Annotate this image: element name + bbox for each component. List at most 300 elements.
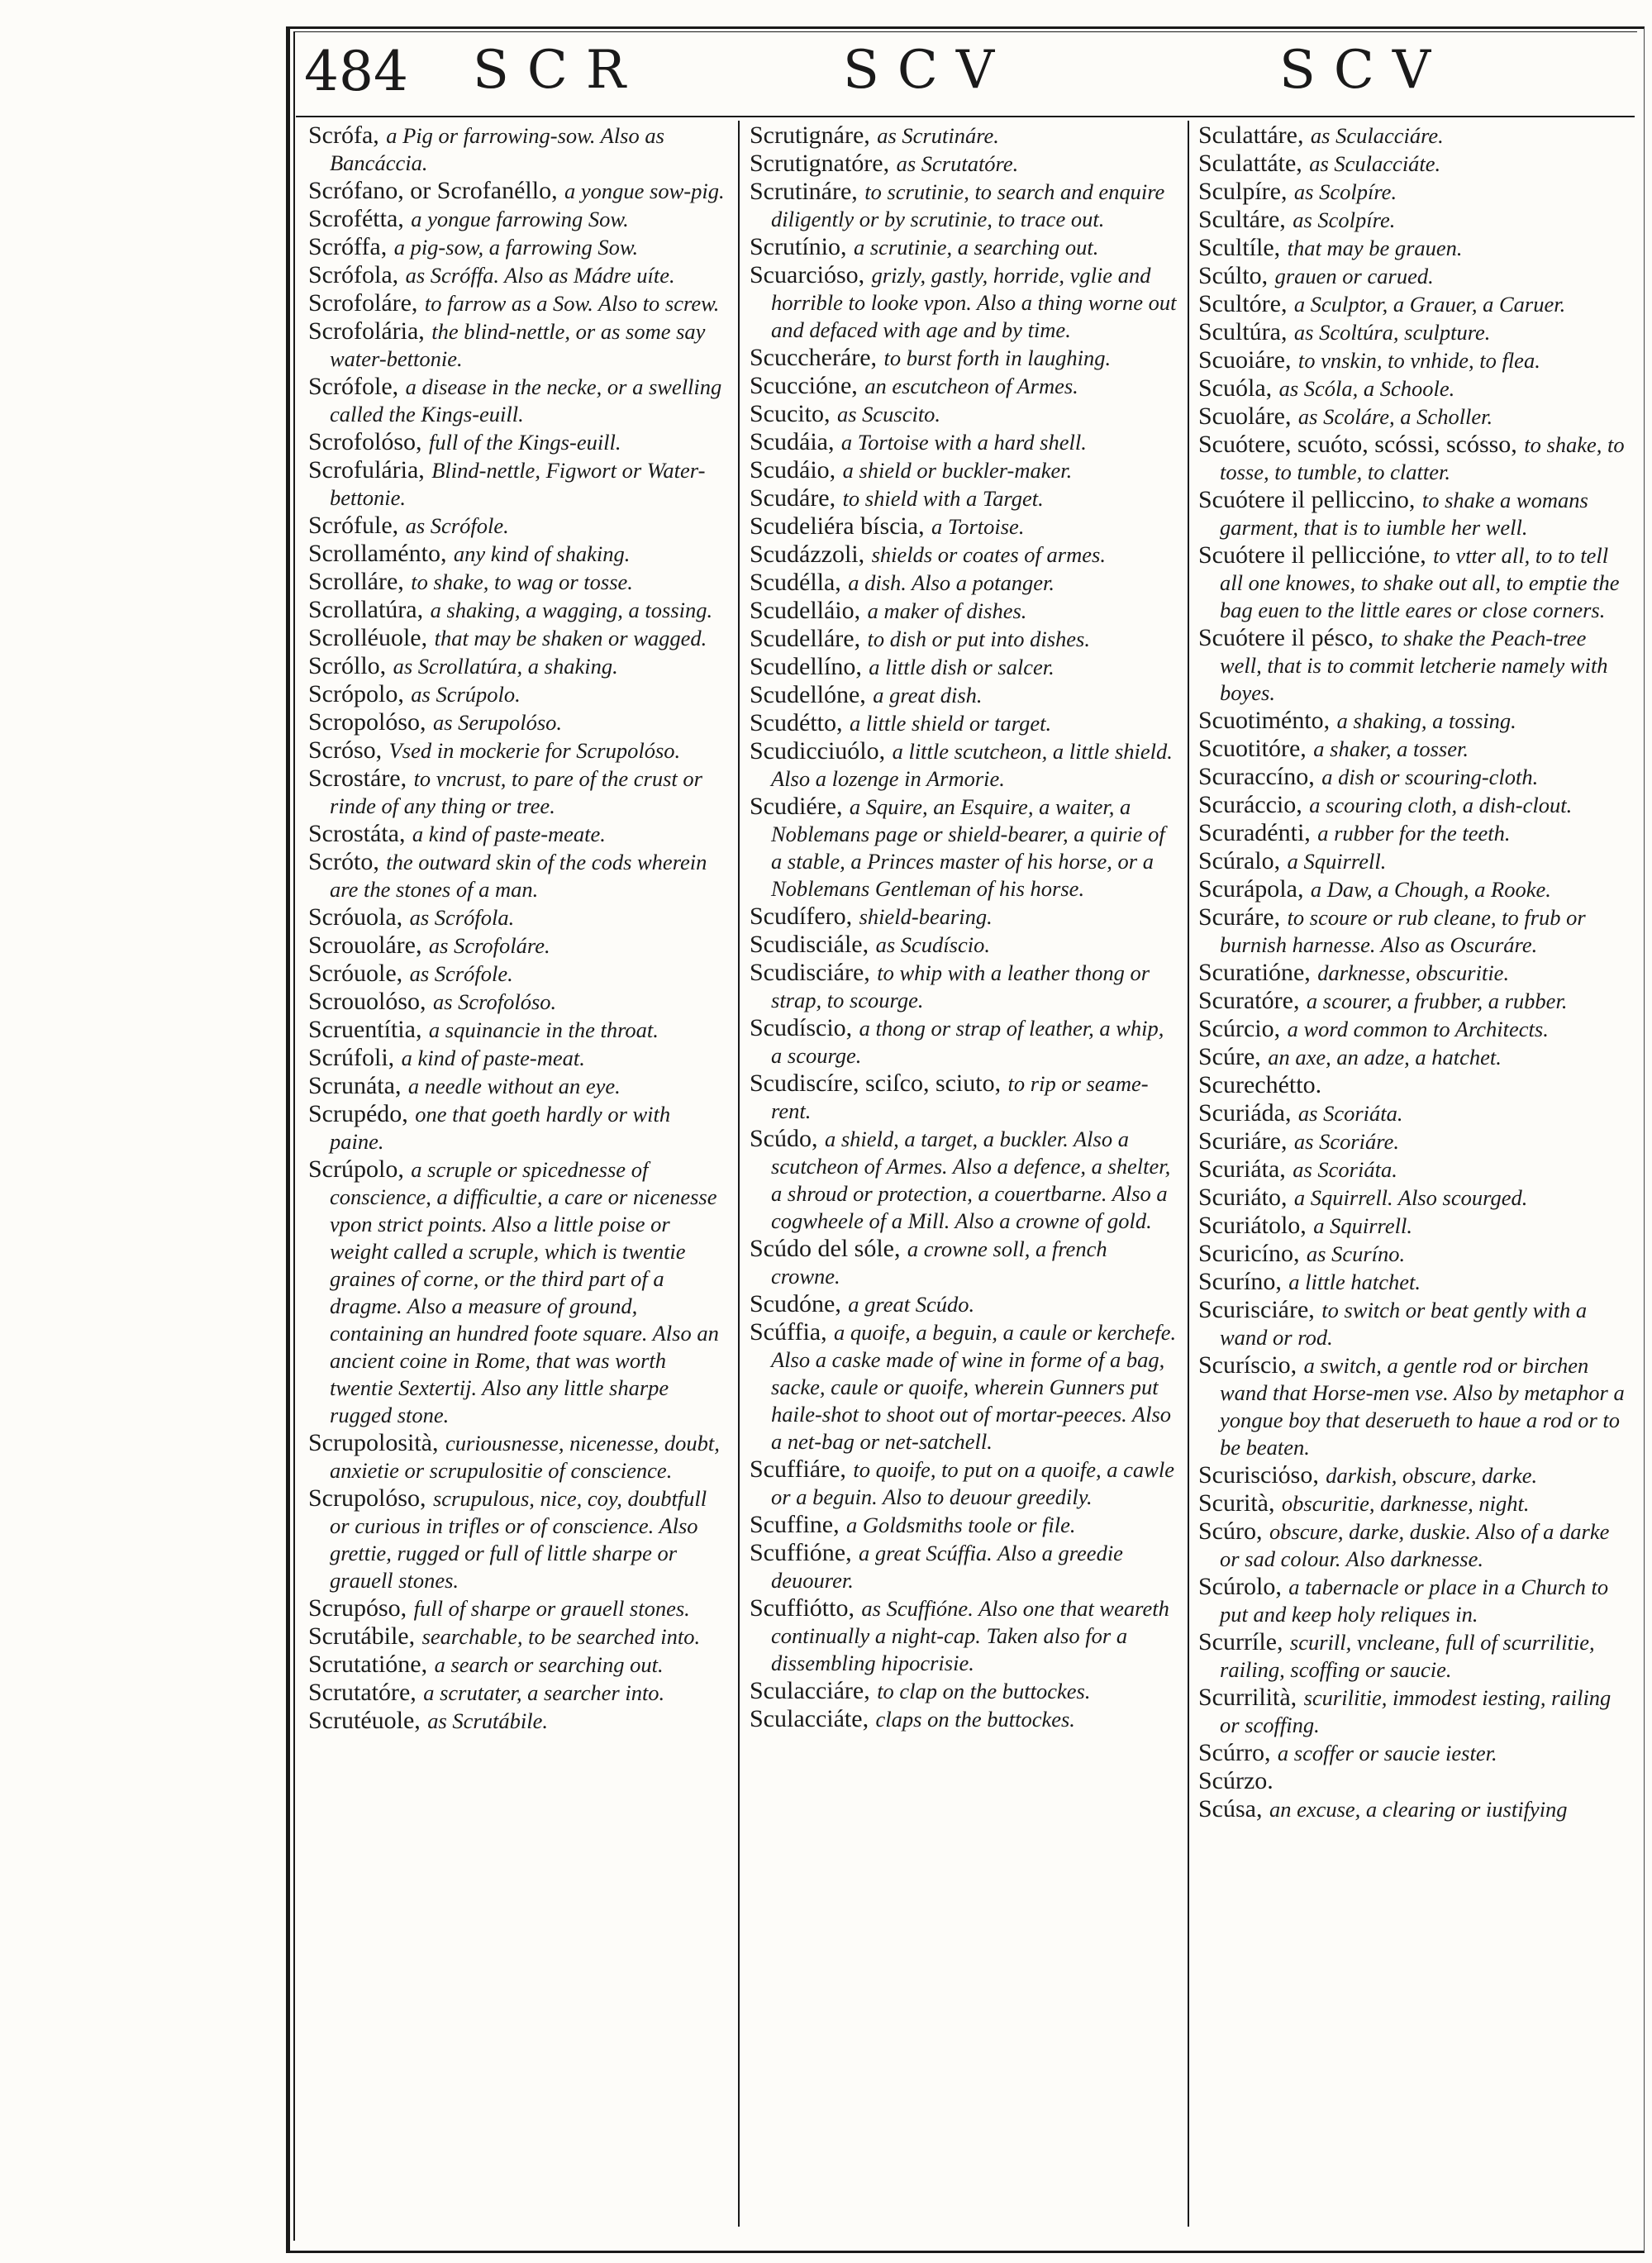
entry-headword: Scuricíno,	[1198, 1240, 1300, 1267]
dictionary-entry	[308, 206, 728, 233]
entry-definition: Vsed in mockerie for Scrupolóso.	[388, 738, 681, 763]
entry-definition: darknesse, obscuritie.	[1317, 960, 1510, 985]
entry-definition: as Scuríno.	[1306, 1241, 1406, 1266]
column-rule	[738, 121, 740, 2227]
entry-headword: Scrofoláre,	[308, 289, 418, 317]
entry-definition: a shield or buckler-maker.	[842, 458, 1073, 483]
entry-definition: to quoife, to put on a quoife, a cawle or a beguin. Also to deuour greedily.	[771, 1457, 1174, 1509]
entry-definition: as Scrofoláre.	[428, 933, 550, 958]
entry-headword: Scúro,	[1198, 1517, 1263, 1545]
entry-definition: an axe, an adze, a hatchet.	[1268, 1045, 1502, 1070]
dictionary-entry	[308, 625, 728, 652]
entry-definition: a Sculptor, a Grauer, a Caruer.	[1293, 292, 1566, 317]
entry-definition: obscuritie, darknesse, night.	[1281, 1491, 1530, 1516]
dictionary-entry	[308, 653, 728, 680]
dictionary-entry	[308, 1485, 728, 1594]
entry-headword: Scrutignáre,	[750, 122, 870, 149]
entry-definition: a great dish.	[873, 683, 983, 707]
dictionary-entry	[750, 598, 1178, 625]
entry-definition: to vncrust, to pare of the crust or rinde of any thing or tree.	[330, 766, 702, 818]
entry-headword: Scuradénti,	[1198, 819, 1311, 846]
entry-definition: grizly, gastly, horride, vglie and horrible to looke vpon. Also a thing worne out and defaced with age and by time.	[771, 263, 1177, 342]
dictionary-entry	[308, 1101, 728, 1155]
entry-definition: a shaking, a wagging, a tossing.	[430, 598, 713, 622]
entry-headword: Scrófano, or Scrofanéllo,	[308, 177, 558, 204]
entry-definition: an excuse, a clearing or iustifying	[1269, 1797, 1568, 1822]
dictionary-entry	[1198, 764, 1626, 791]
entry-headword: Scudázzoli,	[750, 541, 865, 568]
entry-definition: to rip or seame-rent.	[771, 1071, 1149, 1123]
dictionary-entry	[1198, 235, 1626, 262]
dictionary-entry	[1198, 1629, 1626, 1684]
entry-definition: a shaking, a tossing.	[1336, 708, 1516, 733]
dictionary-entry	[1198, 1241, 1626, 1268]
entry-definition: a little dish or salcer.	[869, 655, 1055, 679]
dictionary-entry	[1198, 542, 1626, 624]
dictionary-entry	[308, 989, 728, 1016]
entry-headword: Scrofolária,	[308, 317, 425, 345]
entry-headword: Scuffine,	[750, 1511, 840, 1538]
dictionary-entry	[750, 122, 1178, 150]
entry-definition: a Goldsmiths toole or file.	[846, 1513, 1076, 1537]
dictionary-entry	[1198, 876, 1626, 903]
entry-definition: to farrow as a Sow. Also to screw.	[424, 291, 720, 316]
dictionary-entry	[1198, 1100, 1626, 1127]
entry-headword: Scruentítia,	[308, 1016, 422, 1043]
entry-headword: Scudáia,	[750, 428, 835, 455]
entry-headword: Scrúpolo,	[308, 1155, 404, 1183]
entry-definition: a yongue sow-pig.	[564, 179, 725, 203]
entry-headword: Scúrzo.	[1198, 1767, 1274, 1794]
entry-definition: a kind of paste-meate.	[412, 822, 606, 846]
entry-headword: Scultóre,	[1198, 290, 1288, 317]
entry-definition: one that goeth hardly or with paine.	[330, 1102, 671, 1154]
dictionary-entry	[308, 234, 728, 261]
entry-headword: Scróuole,	[308, 960, 403, 987]
entry-headword: Sculattáte,	[1198, 150, 1302, 177]
entry-definition: as Scrófole.	[409, 961, 513, 986]
entry-headword: Scrofolóso,	[308, 428, 422, 455]
entry-headword: Scrouolóso,	[308, 988, 426, 1015]
entry-headword: Scudelláre,	[750, 625, 861, 652]
dictionary-entry	[308, 597, 728, 624]
entry-headword: Scurrilità,	[1198, 1684, 1297, 1711]
dictionary-entry	[1198, 1490, 1626, 1517]
entry-definition: a Squirrell.	[1287, 849, 1387, 874]
dictionary-entry	[1198, 1796, 1626, 1823]
entry-definition: as Sculacciáre.	[1310, 123, 1444, 148]
dictionary-entry	[308, 1708, 728, 1735]
entry-headword: Scúdo,	[750, 1125, 818, 1152]
dictionary-entry	[1198, 1212, 1626, 1240]
entry-headword: Scrofétta,	[308, 205, 404, 232]
entry-headword: Scuótere il pésco,	[1198, 624, 1374, 651]
dictionary-entry	[750, 1595, 1178, 1677]
entry-headword: Scurechétto.	[1198, 1071, 1322, 1098]
entry-headword: Scudétto,	[750, 709, 843, 736]
entry-headword: Scuótere, scuóto, scóssi, scósso,	[1198, 431, 1517, 458]
entry-headword: Scudíscio,	[750, 1014, 853, 1041]
entry-headword: Scuotiménto,	[1198, 707, 1331, 734]
entry-headword: Scudeliéra bíscia,	[750, 512, 925, 540]
entry-definition: a search or searching out.	[434, 1652, 664, 1677]
entry-definition: Blind-nettle, Figwort or Water-bettonie.	[330, 458, 706, 510]
entry-headword: Scúrro,	[1198, 1739, 1271, 1766]
dictionary-entry	[750, 682, 1178, 709]
entry-headword: Scudellóne,	[750, 681, 866, 708]
dictionary-entry	[750, 1706, 1178, 1733]
dictionary-entry	[1198, 988, 1626, 1015]
dictionary-entry	[308, 429, 728, 456]
dictionary-entry	[1198, 347, 1626, 374]
entry-definition: a pig-sow, a farrowing Sow.	[393, 235, 639, 260]
entry-definition: a yongue farrowing Sow.	[411, 207, 629, 231]
entry-definition: to shield with a Target.	[842, 486, 1044, 511]
entry-headword: Scuffióne,	[750, 1539, 852, 1566]
entry-definition: any kind of shaking.	[453, 541, 631, 566]
running-header	[296, 33, 1635, 117]
dictionary-entry	[308, 904, 728, 931]
dictionary-entry	[1198, 736, 1626, 763]
dictionary-entry	[308, 178, 728, 205]
entry-headword: Scúsa,	[1198, 1795, 1263, 1822]
entry-headword: Scucito,	[750, 400, 831, 427]
dictionary-entry	[308, 1045, 728, 1072]
entry-definition: a Squirrell.	[1313, 1213, 1412, 1238]
entry-headword: Scrópolo,	[308, 680, 404, 707]
dictionary-entry	[750, 457, 1178, 484]
dictionary-entry	[308, 1156, 728, 1429]
entry-headword: Scrunáta,	[308, 1072, 402, 1099]
entry-headword: Scróto,	[308, 848, 379, 875]
entry-definition: a squinancie in the throat.	[428, 1017, 659, 1042]
dictionary-entry	[308, 122, 728, 177]
entry-headword: Scúrcio,	[1198, 1015, 1281, 1042]
entry-headword: Scuccióne,	[750, 372, 858, 399]
entry-definition: to clap on the buttockes.	[877, 1679, 1091, 1703]
entry-headword: Scrutábile,	[308, 1622, 416, 1650]
entry-definition: a scruple or spicednesse of conscience, a difficultie, a care or nicenesse vpon strict points. Also a little poise or weight called a scruple, which is twentie graines of corne, or the third part of a dragme. Also a measure of ground, containing an hundred foote square. Also an ancient coine in Rome, that was worth twentie Sextertij. Also any little sharpe rugged stone.	[330, 1157, 719, 1427]
entry-definition: a little shield or target.	[849, 711, 1052, 736]
dictionary-entry	[750, 485, 1178, 512]
page-number: 484	[304, 40, 408, 103]
dictionary-entry	[750, 931, 1178, 959]
entry-headword: Scuóla,	[1198, 374, 1273, 402]
dictionary-entry	[750, 960, 1178, 1014]
entry-definition: a Tortoise with a hard shell.	[840, 430, 1087, 455]
dictionary-entry	[308, 290, 728, 317]
dictionary-entry	[308, 1679, 728, 1707]
dictionary-entry	[750, 738, 1178, 793]
dictionary-entry	[1198, 431, 1626, 486]
entry-definition: curiousnesse, nicenesse, doubt, anxietie or scrupulositie of conscience.	[330, 1431, 720, 1483]
entry-headword: Scudicciuólo,	[750, 737, 886, 765]
dictionary-entry	[1198, 1462, 1626, 1489]
dictionary-entry	[308, 681, 728, 708]
entry-definition: to dish or put into dishes.	[867, 626, 1090, 651]
dictionary-entry	[1198, 179, 1626, 206]
entry-definition: scrupulous, nice, coy, doubtfull or curious in trifles or of conscience. Also grettie, rugged or full of little sharpe or grauell stones.	[330, 1486, 707, 1593]
dictionary-entry	[1198, 319, 1626, 346]
entry-headword: Scróffa,	[308, 233, 388, 260]
entry-definition: a scrutater, a searcher into.	[423, 1680, 665, 1705]
dictionary-entry	[750, 373, 1178, 400]
entry-definition: a thong or strap of leather, a whip, a scourge.	[771, 1016, 1164, 1068]
entry-headword: Scultíle,	[1198, 234, 1281, 261]
dictionary-entry	[308, 821, 728, 848]
dictionary-entry	[308, 1073, 728, 1100]
entry-definition: a little hatchet.	[1288, 1270, 1421, 1294]
dictionary-entry	[308, 765, 728, 820]
dictionary-entry	[308, 1623, 728, 1651]
entry-headword: Scuraccíno,	[1198, 763, 1315, 790]
dictionary-entry	[1198, 1128, 1626, 1155]
entry-definition: as Scoláre, a Scholler.	[1297, 404, 1493, 429]
entry-definition: as Scrúpolo.	[411, 682, 521, 707]
entry-headword: Scrofulária,	[308, 456, 425, 484]
entry-definition: shields or coates of armes.	[871, 542, 1106, 567]
entry-headword: Scrutináre,	[750, 178, 858, 205]
dictionary-entry	[1198, 1269, 1626, 1296]
dictionary-entry	[1198, 1684, 1626, 1739]
dictionary-entry	[1198, 1184, 1626, 1212]
dictionary-entry	[1198, 150, 1626, 178]
entry-headword: Sculacciáre,	[750, 1677, 870, 1704]
entry-headword: Scuriáta,	[1198, 1155, 1286, 1183]
dictionary-entry	[308, 1595, 728, 1622]
entry-headword: Scrostáre,	[308, 765, 407, 792]
dictionary-entry	[750, 1512, 1178, 1539]
entry-definition: darkish, obscure, darke.	[1326, 1463, 1538, 1488]
entry-headword: Scurisciáre,	[1198, 1296, 1315, 1323]
entry-headword: Scudóne,	[750, 1290, 841, 1317]
dictionary-entry	[750, 1678, 1178, 1705]
dictionary-entry	[1198, 792, 1626, 819]
dictionary-entry	[750, 793, 1178, 903]
entry-definition: a needle without an eye.	[407, 1074, 621, 1098]
entry-definition: grauen or carued.	[1274, 264, 1434, 288]
entry-headword: Scuffiótto,	[750, 1594, 855, 1622]
entry-definition: a word common to Architects.	[1287, 1017, 1549, 1041]
entry-headword: Scurápola,	[1198, 875, 1304, 903]
entry-headword: Scrutignatóre,	[750, 150, 890, 177]
entry-headword: Scrófa,	[308, 122, 379, 149]
dictionary-entry	[750, 903, 1178, 931]
entry-headword: Scudisciáre,	[750, 959, 870, 986]
entry-headword: Scuarcióso,	[750, 261, 865, 288]
entry-headword: Scudáre,	[750, 484, 836, 512]
entry-headword: Scrupolóso,	[308, 1484, 426, 1512]
entry-headword: Scróllo,	[308, 652, 387, 679]
dictionary-entry	[750, 1291, 1178, 1318]
entry-headword: Scróuola,	[308, 903, 403, 931]
entry-definition: to shake, to tosse, to tumble, to clatter.	[1220, 432, 1625, 484]
entry-definition: a tabernacle or place in a Church to put and keep holy reliques in.	[1220, 1575, 1609, 1627]
entry-definition: as Scoltúra, sculpture.	[1293, 320, 1491, 345]
entry-definition: that may be grauen.	[1287, 236, 1463, 260]
entry-headword: Scudáio,	[750, 456, 836, 484]
entry-definition: a crowne soll, a french crowne.	[771, 1236, 1107, 1289]
dictionary-entry	[1198, 207, 1626, 234]
entry-definition: a Squirrell. Also scourged.	[1293, 1185, 1528, 1210]
dictionary-entry	[308, 457, 728, 512]
entry-headword: Scuotitóre,	[1198, 735, 1307, 762]
entry-headword: Scuráccio,	[1198, 791, 1302, 818]
dictionary-entry	[1198, 1044, 1626, 1071]
entry-headword: Scrutatióne,	[308, 1651, 428, 1678]
dictionary-entry	[750, 1070, 1178, 1125]
dictionary-entry	[1198, 960, 1626, 987]
entry-headword: Scúre,	[1198, 1043, 1261, 1070]
entry-headword: Scrófole,	[308, 373, 399, 400]
entry-headword: Scrutatóre,	[308, 1679, 417, 1706]
column-3	[1198, 122, 1626, 2226]
entry-headword: Scudelláio,	[750, 597, 861, 624]
dictionary-entry	[750, 1126, 1178, 1235]
entry-definition: full of sharpe or grauell stones.	[413, 1596, 690, 1621]
dictionary-entry	[1198, 1156, 1626, 1184]
dictionary-entry	[308, 262, 728, 289]
entry-headword: Scrolláre,	[308, 568, 404, 595]
dictionary-entry	[1198, 1297, 1626, 1351]
entry-headword: Scurisciόso,	[1198, 1461, 1319, 1489]
dictionary-entry	[308, 1430, 728, 1484]
entry-definition: a rubber for the teeth.	[1317, 821, 1511, 846]
entry-definition: as Scolpíre.	[1293, 179, 1397, 204]
entry-definition: a great Scúdo.	[848, 1292, 975, 1317]
entry-definition: shield-bearing.	[859, 904, 993, 929]
entry-headword: Scultáre,	[1198, 206, 1286, 233]
entry-definition: the blind-nettle, or as some say water-bettonie.	[330, 319, 706, 371]
dictionary-entry	[308, 374, 728, 428]
dictionary-entry	[750, 262, 1178, 344]
entry-headword: Scuccheráre,	[750, 344, 878, 371]
entry-definition: scurilitie, immodest iesting, railing or scoffing.	[1220, 1685, 1612, 1737]
entry-definition: a dish or scouring-cloth.	[1321, 765, 1539, 789]
entry-definition: to burst forth in laughing.	[883, 345, 1112, 370]
dictionary-entry	[750, 150, 1178, 178]
entry-definition: as Scrollatúra, a shaking.	[393, 654, 618, 679]
dictionary-entry	[750, 513, 1178, 541]
dictionary-entry	[1198, 263, 1626, 290]
dictionary-entry	[308, 569, 728, 596]
entry-definition: as Scrutináre.	[877, 123, 999, 148]
entry-definition: a Daw, a Chough, a Rooke.	[1310, 877, 1551, 902]
entry-definition: a Tortoise.	[931, 514, 1025, 539]
dictionary-entry	[750, 1456, 1178, 1511]
entry-headword: Scrófule,	[308, 512, 399, 539]
entry-headword: Scrupédo,	[308, 1100, 408, 1127]
entry-headword: Scuriáto,	[1198, 1184, 1288, 1211]
entry-definition: to vtter all, to to tell all one knowes, to shake out all, to emptie the bag euen to the little eares or close corners.	[1220, 543, 1620, 622]
column-1	[308, 122, 728, 2226]
entry-definition: as Scrófole.	[405, 513, 509, 538]
entry-definition: a shaker, a tosser.	[1313, 736, 1469, 761]
entry-headword: Scurità,	[1198, 1489, 1275, 1517]
header-right-letters: SCV	[1279, 40, 1450, 101]
dictionary-entry	[750, 626, 1178, 653]
entry-headword: Scrollatúra,	[308, 596, 424, 623]
header-left-letters: SCR	[473, 40, 644, 101]
entry-definition: as Scoriáre.	[1293, 1129, 1399, 1154]
entry-definition: as Scrófola.	[409, 905, 515, 930]
entry-definition: a kind of paste-meat.	[401, 1046, 585, 1070]
dictionary-entry	[1198, 487, 1626, 541]
entry-definition: as Scuscito.	[836, 402, 941, 426]
entry-headword: Scuffiáre,	[750, 1455, 846, 1483]
entry-definition: scurill, vncleane, full of scurrilitie, railing, scoffing or saucie.	[1220, 1630, 1595, 1682]
dictionary-entry	[750, 1540, 1178, 1594]
dictionary-entry	[1198, 291, 1626, 318]
entry-headword: Scrupolosità,	[308, 1429, 439, 1456]
entry-headword: Scuríscio,	[1198, 1351, 1297, 1379]
entry-headword: Scuoláre,	[1198, 403, 1292, 430]
entry-definition: as Scoriáta.	[1297, 1101, 1403, 1126]
entry-definition: as Scoriáta.	[1293, 1157, 1397, 1182]
entry-headword: Scúdo del sóle,	[750, 1235, 901, 1262]
entry-headword: Scuratióne,	[1198, 959, 1311, 986]
dictionary-entry	[308, 737, 728, 765]
dictionary-entry	[308, 932, 728, 960]
dictionary-entry	[750, 654, 1178, 681]
dictionary-entry	[1198, 122, 1626, 150]
dictionary-entry	[1198, 1768, 1626, 1795]
entry-headword: Scúlto,	[1198, 262, 1269, 289]
entry-definition: to vnskin, to vnhide, to flea.	[1297, 348, 1540, 373]
entry-definition: to switch or beat gently with a wand or rod.	[1220, 1298, 1588, 1350]
entry-definition: a Pig or farrowing-sow. Also as Bancáccia.	[330, 123, 664, 175]
dictionary-entry	[1198, 1740, 1626, 1767]
entry-definition: as Scrutatóre.	[896, 151, 1019, 176]
entry-definition: the outward skin of the cods wherein are the stones of a man.	[330, 850, 707, 902]
entry-headword: Scuratóre,	[1198, 987, 1300, 1014]
dictionary-entry	[1198, 1352, 1626, 1461]
entry-headword: Scrolléuole,	[308, 624, 428, 651]
entry-headword: Scúrolo,	[1198, 1573, 1282, 1600]
dictionary-entry	[308, 709, 728, 736]
dictionary-entry	[1198, 707, 1626, 735]
entry-headword: Scudellíno,	[750, 653, 862, 680]
entry-definition: searchable, to be searched into.	[421, 1624, 701, 1649]
entry-headword: Scurríle,	[1198, 1628, 1283, 1656]
entry-definition: as Scóla, a Schoole.	[1278, 376, 1455, 401]
entry-definition: a shield, a target, a buckler. Also a scutcheon of Armes. Also a defence, a shelter, a shroud or protection, a couertbarne. Also a cogwheele of a Mill. Also a crowne of gold.	[771, 1127, 1171, 1233]
entry-definition: a dish. Also a potanger.	[848, 570, 1055, 595]
entry-headword: Scuoiáre,	[1198, 346, 1292, 374]
entry-definition: an escutcheon of Armes.	[864, 374, 1078, 398]
entry-definition: to shake, to wag or tosse.	[411, 569, 633, 594]
dictionary-entry	[1198, 904, 1626, 959]
entry-definition: a scourer, a frubber, a rubber.	[1306, 989, 1568, 1013]
entry-definition: a Squire, an Esquire, a waiter, a Noblemans page or shield-bearer, a quirie of a stable, a Princes master of his horse, or a Noblemans Gentleman of his horse.	[771, 794, 1165, 901]
dictionary-entry	[750, 569, 1178, 597]
dictionary-entry	[308, 1017, 728, 1044]
entry-headword: Scuótere il pellicciόne,	[1198, 541, 1426, 569]
dictionary-entry	[1198, 1574, 1626, 1628]
entry-headword: Scrupóso,	[308, 1594, 407, 1622]
entry-definition: a switch, a gentle rod or birchen wand that Horse-men vse. Also by metaphor a yongue boy that deserueth to haue a rod or to be beaten.	[1220, 1353, 1625, 1460]
entry-definition: full of the Kings-euill.	[428, 430, 621, 455]
dictionary-entry	[1198, 1016, 1626, 1043]
entry-definition: a quoife, a beguin, a caule or kerchefe. Also a caske made of wine in forme of a bag, sacke, caule or quoife, wherein Gunners put haile-shot to shoot out of mortar-peeces. Also a net-bag or net-satchell.	[771, 1320, 1177, 1454]
dictionary-entry	[750, 1015, 1178, 1070]
entry-headword: Scrollaménto,	[308, 540, 447, 567]
dictionary-entry	[750, 541, 1178, 569]
entry-headword: Scultúra,	[1198, 318, 1288, 345]
dictionary-entry	[308, 541, 728, 568]
entry-headword: Scrouoláre,	[308, 931, 422, 959]
entry-definition: a scouring cloth, a dish-clout.	[1309, 793, 1573, 817]
